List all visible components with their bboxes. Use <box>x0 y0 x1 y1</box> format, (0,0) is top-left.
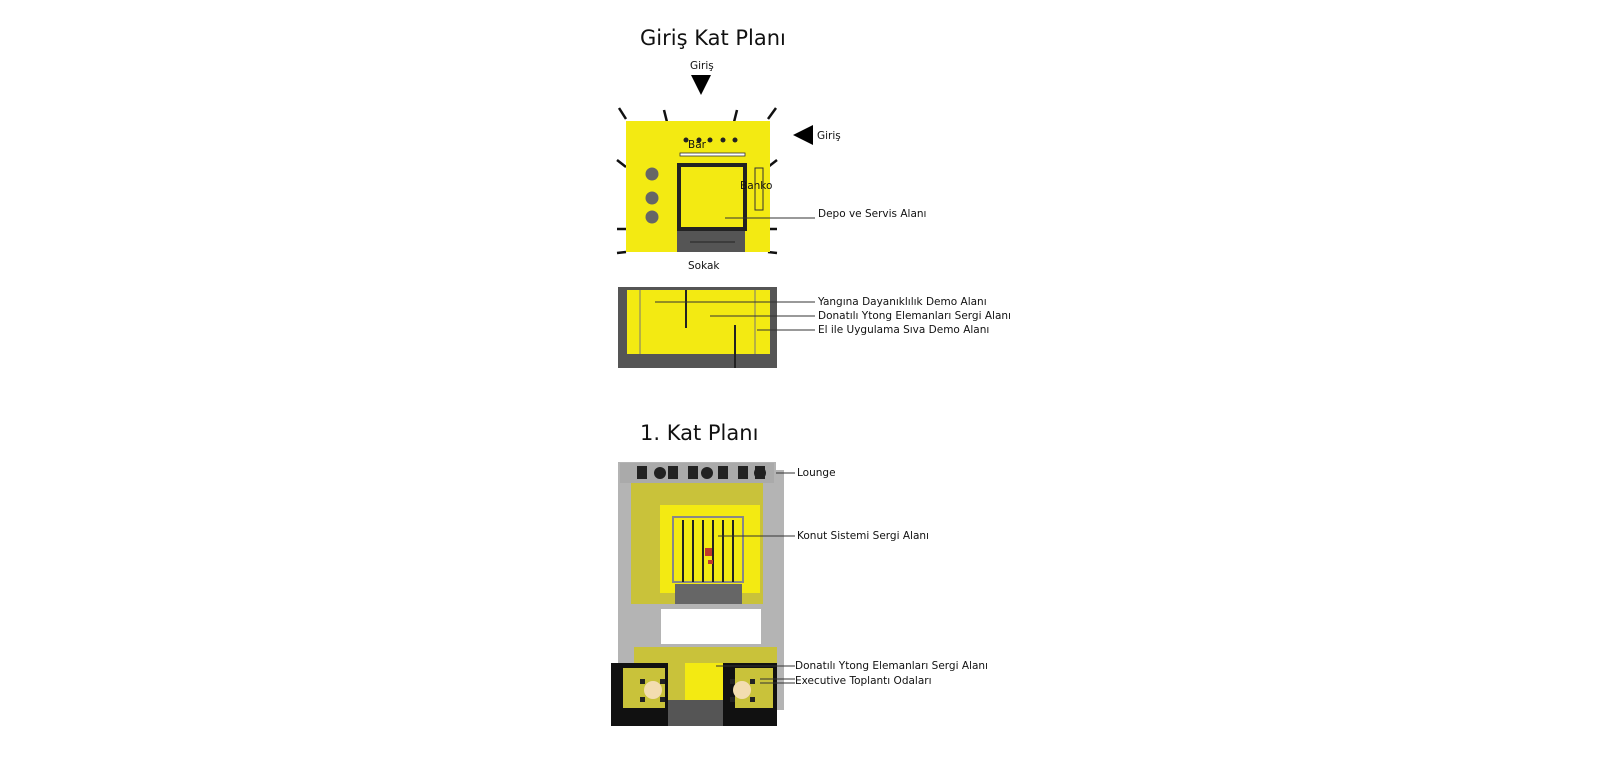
area-label: Donatılı Ytong Elemanları Sergi Alanı <box>818 310 1011 322</box>
banko-label: Banko <box>740 180 773 192</box>
ground-floor-plan <box>617 75 815 368</box>
void-area <box>661 609 761 644</box>
area-label: Konut Sistemi Sergi Alanı <box>797 530 929 542</box>
first-floor-plan <box>611 462 795 726</box>
depo-label: Depo ve Servis Alanı <box>818 208 927 220</box>
area-label: Lounge <box>797 467 836 479</box>
bar-counter <box>680 153 745 156</box>
area-label: Yangına Dayanıklılık Demo Alanı <box>818 296 987 308</box>
area-label: Donatılı Ytong Elemanları Sergi Alanı <box>795 660 988 672</box>
entrance-label-top: Giriş <box>690 60 714 72</box>
entrance-label-right: Giriş <box>817 130 841 142</box>
ground-floor-title: Giriş Kat Planı <box>640 26 786 50</box>
bar-label: Bar <box>688 139 706 151</box>
first-floor-title: 1. Kat Planı <box>640 421 759 445</box>
entrance-arrow-top <box>691 75 711 95</box>
sokak-label: Sokak <box>688 260 720 272</box>
area-label: El ile Uygulama Sıva Demo Alanı <box>818 324 990 336</box>
entrance-arrow-right <box>793 125 813 145</box>
depo-room <box>679 165 745 229</box>
area-label: Executive Toplantı Odaları <box>795 675 932 687</box>
